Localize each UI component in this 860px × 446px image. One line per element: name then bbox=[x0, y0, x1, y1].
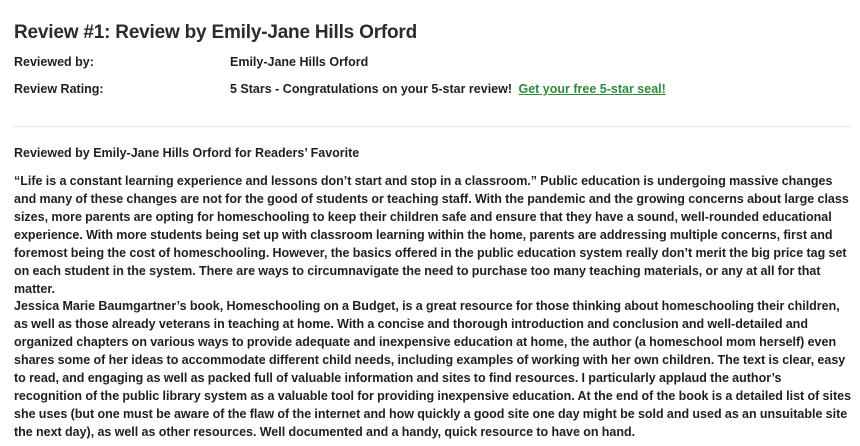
reviewed-by-label: Reviewed by: bbox=[14, 55, 94, 69]
review-rating-value bbox=[230, 82, 666, 96]
review-paragraph: Jessica Marie Baumgartner’s book, Homeschooling on a Budget, is a great resource for those thinking about homeschooling their children, as well as those already veterans in teaching at home. With a concise and thorough introduction and conclusion and well-detailed and organized chapters on various ways to provide adequate and inexpensive education at home, the author (a homeschool mom herself) even shares some of her ideas to accommodate different child needs, including examples of working with her own children. The text is clear, easy to read, and engaging as well as packed full of valuable information and sites to find resources. I particularly applaud the author’s recognition of the public library system as a valuable tool for providing inexpensive education. At the end of the book is a detailed list of sites she uses (but one must be aware of the flaw of the internet and how quickly a good site one day might be sold and used as an unsuitable site the next day), as well as other resources. Well documented and a handy, quick resource to have on hand. bbox=[14, 299, 852, 439]
rating-text: 5 Stars - Congratulations on your 5-star review! bbox=[230, 82, 513, 96]
review-rating-label: Review Rating: bbox=[14, 82, 104, 96]
review-byline: Reviewed by Emily-Jane Hills Orford for Readers’ Favorite bbox=[14, 146, 360, 160]
review-paragraph: “Life is a constant learning experience and lessons don’t start and stop in a classroom.” Public education is undergoing massive changes and many of these changes are not for the good of students or teaching staff. With the pandemic and the growing concerns about large class sizes, more parents are opting for homeschooling to keep their children safe and ensure that they have a sound, well-rounded educational experience. With more students being set up with classroom learning within the home, parents are addressing multiple concerns, first and foremost being the cost of homeschooling. However, the basics offered in the public education system really don’t merit the big price tag set on each student in the system. There are ways to circumnavigate the need to purchase too many teaching materials, or any at all for that matter. bbox=[14, 174, 849, 296]
reviewer-name: Emily-Jane Hills Orford bbox=[230, 55, 369, 69]
divider bbox=[14, 126, 850, 127]
five-star-seal-link[interactable]: Get your free 5-star seal! bbox=[518, 82, 666, 96]
review-heading: Review #1: Review by Emily-Jane Hills Orford bbox=[14, 22, 418, 43]
